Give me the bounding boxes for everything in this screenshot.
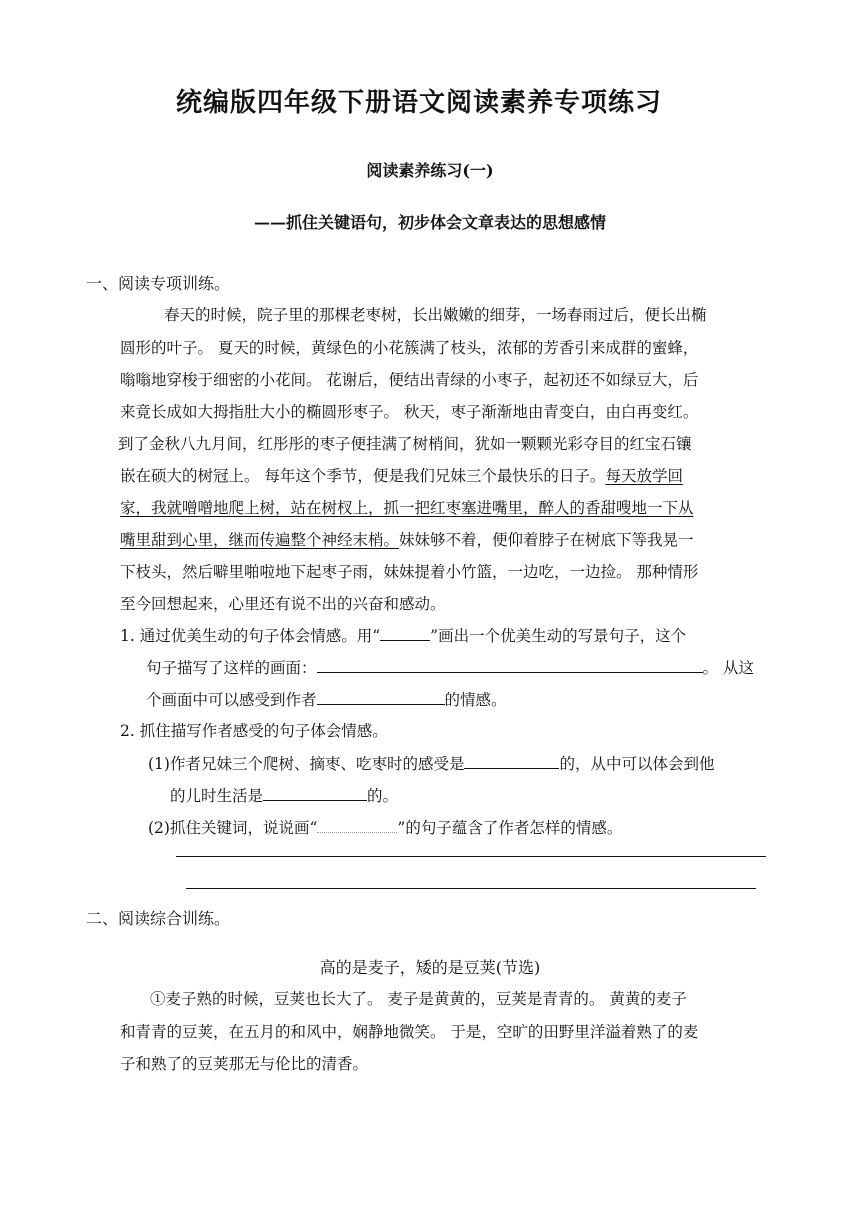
passage-line (120, 528, 694, 550)
practice-title: 阅读素养练习(一) (366, 161, 494, 180)
practice-subtitle: ——抓住关键语句，初步体会文章表达的思想感情 (253, 213, 606, 232)
section-2-heading: 二、阅读综合训练。 (86, 909, 231, 928)
passage-line: 至今回想起来，心里还有说不出的兴奋和感动。 (120, 595, 446, 613)
passage-line: 到了金秋八九月间，红彤彤的枣子便挂满了树梢间，犹如一颗颗光彩夺目的红宝石镶 (118, 435, 692, 453)
question-1-line-3: 个画面中可以感受到作者 的情感。 (146, 691, 507, 709)
question-1-line-2: 句子描写了这样的画面： 。 从这 (146, 659, 754, 677)
passage-line: 和青青的豆荚，在五月的和风中，娴静地微笑。 于是，空旷的田野里洋溢着熟了的麦 (120, 1023, 699, 1041)
passage-line: 圆形的叶子。 夏天的时候，黄绿色的小花簇满了枝头，浓郁的芳香引来成群的蜜蜂， (120, 339, 699, 357)
answer-line-1[interactable] (176, 856, 766, 857)
passage-text: 妹妹够不着，便仰着脖子在树底下等我晃一 (399, 531, 694, 549)
passage-line (120, 464, 683, 486)
passage-line: 嗡嗡地穿梭于细密的小花间。 花谢后，便结出青绿的小枣子，起初还不如绿豆大，后 (120, 371, 699, 389)
question-1-line-1: 1. 通过优美生动的句子体会情感。用“ ”画出一个优美生动的写景句子，这个 (120, 627, 687, 645)
passage-line: 来竟长成如大拇指肚大小的椭圆形枣子。 秋天，枣子渐渐地由青变白，由白再变红。 (120, 403, 699, 421)
passage-line: 春天的时候，院子里的那棵老枣树，长出嫩嫩的细芽，一场春雨过后，便长出椭 (164, 306, 707, 324)
dotted-underline-marker (317, 818, 397, 833)
section-1-heading: 一、阅读专项训练。 (86, 274, 231, 293)
passage-text: 嵌在硕大的树冠上。 每年这个季节，便是我们兄妹三个最快乐的日子。 (120, 467, 606, 485)
document-title: 统编版四年级下册语文阅读素养专项练习 (176, 88, 663, 118)
answer-blank-childhood[interactable] (263, 786, 367, 801)
passage-line: 子和熟了的豆荚那无与伦比的清香。 (120, 1055, 369, 1073)
question-2-stem: 2. 抓住描写作者感受的句子体会情感。 (120, 722, 388, 740)
answer-blank-scene[interactable] (317, 658, 703, 673)
question-2-part-1-cont: 的儿时生活是 的。 (170, 787, 399, 805)
underlined-sentence: 家，我就噌噌地爬上树，站在树杈上，抓一把红枣塞进嘴里，醉人的香甜嗖地一下从 (120, 499, 694, 517)
underline-marker-sample (380, 626, 430, 641)
question-2-part-1: (1)作者兄妹三个爬树、摘枣、吃枣时的感受是 的，从中可以体会到他 (148, 755, 715, 773)
passage-line: ①麦子熟的时候，豆荚也长大了。 麦子是黄黄的，豆荚是青青的。 黄黄的麦子 (150, 990, 687, 1008)
passage-line: 下枝头，然后噼里啪啦地下起枣子雨，妹妹提着小竹篮，一边吃，一边捡。 那种情形 (120, 563, 699, 581)
question-2-part-2: (2)抓住关键词，说说画“ ”的句子蕴含了作者怎样的情感。 (148, 819, 623, 837)
answer-line-2[interactable] (186, 888, 756, 889)
answer-blank-feeling[interactable] (317, 690, 445, 705)
underlined-sentence: 每天放学回 (605, 467, 683, 485)
underlined-sentence: 嘴里甜到心里，继而传遍整个神经末梢。 (120, 531, 400, 549)
passage-2-title: 高的是麦子，矮的是豆荚(节选) (319, 958, 541, 977)
answer-blank-feeling-2[interactable] (464, 754, 559, 769)
